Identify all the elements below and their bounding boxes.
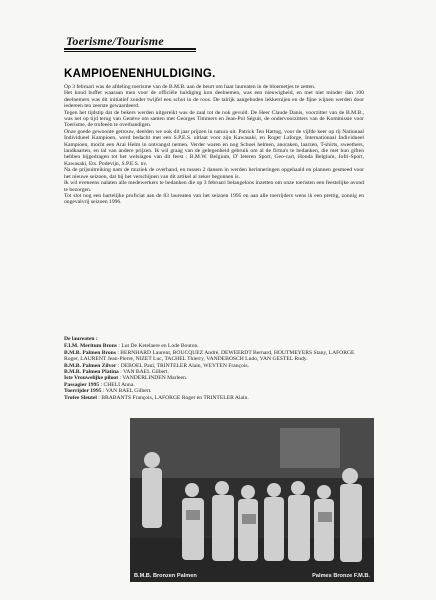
article-title: KAMPIOENENHULDIGING. <box>64 68 216 80</box>
award-label: B.M.B. Palmen Platina <box>64 369 119 376</box>
group-photo <box>130 418 374 582</box>
laureates-heading: De laureaten : <box>64 336 98 342</box>
award-label: Passagier 1995 <box>64 381 100 388</box>
article-body <box>64 84 364 206</box>
laureate-row <box>64 395 364 401</box>
laureates-list <box>64 336 364 401</box>
award-names: : BRABANTS François, LAFORGE Roger en TRINTELER Alain. <box>98 394 249 401</box>
paragraph: Op 3 februari was de afdeling toerisme van de B.M.B. aan de beurt om haar laureaten in de bloemetjes te zetten. <box>64 84 316 90</box>
award-label: B.M.B. Palmen Brons <box>64 349 116 356</box>
award-names: : CHELI Anna. <box>100 381 135 388</box>
award-names: : Lut De Ketelaere en Lode Bouton. <box>118 343 199 350</box>
award-label: Trofee Sleutel <box>64 394 97 401</box>
header-rule <box>64 48 196 50</box>
award-names: : BERNHARD Laurent, BOUCQUEZ André, DEWEERDT Bernard, HOUTMEYERS Stany, LAFORGE Roger, LAURENT Jean-Pierre, NIZET Luc, TACHEL Thierry, VANDEBOSCH Ludo, VAN GESTEL Rudy. <box>64 349 355 363</box>
paragraph: Onze goede gewoonte getrouw, deelden we ook dit jaar prijzen in natura uit. Patrick Ten Hartog, voor de vijfde keer op rij Nationaal Individueel Kampioen, werd bedacht met een S.P.E.S. uitlaat voor zijn Kawasaki, en Roger Laforge, Internationaal Individueel Kampioen, mocht een Arai Helm in ontvangst nemen. Verder waren en nog Schoei helmen, anoraken, laarzen, T-shirts, sweethers, landkaarten, en tal van andere prijzen. Ik wil graag van de gelegenheid gebruik om al de firma's te bedanken, die met hun giften hebben bijgedragen tot het welslagen van dit feest : B.M.W. Belgium, D' Ieteren Sport, Geo-cart, Honda Belgium, Jofri-Sport, Kawasaki, Ets. Podevijn, S.P.E.S. nv. <box>64 128 364 167</box>
award-label: B.M.B. Palmen Zilver <box>64 362 117 369</box>
paragraph: Ik wil eveneens nalaten alle medewerkers te bedanken die op 3 februari belangeloos inzetten om onze toeristen een feestelijke avond te bezorgen. <box>64 180 364 193</box>
award-names: : VAN BAEL Gilbert. <box>120 369 169 376</box>
award-label: F.I.M. Meritum Brons <box>64 343 117 350</box>
paragraph: Het koud buffet waaraan men voor de officiële huldiging kon deelnemen, was een nieuwigheid, en met niet minder dan 100 deelnemers was dit initiatief zonder twijfel een schot in de roos. De talrijk aangeboden lekkernijen en de fijne wijnen werden door iedereen ten zeerste gewaardeerd. <box>64 90 364 110</box>
award-label: Toerrijder 1995 <box>64 388 102 395</box>
award-names: : DEBOEL Paul, TRINTELER Alain, WEYTEN François. <box>117 362 249 369</box>
paragraph: Tot slot nog een hartelijke proficiat aan de 83 laureaten van het seizoen 1995 en aan alle toerrijders wens ik een prettig, zonnig en ongevalvrij seizoen 1996. <box>64 192 364 206</box>
paragraph: Tegen het tijdstip dat de bekers werden uitgereikt was de zaal tot de nok gevuld. De Heer Claude Danis, voorzitter van de B.M.B., was net op tijd terug van Genève om samen met Georges Timmers en Jean-Pol Séguit, de ondervoorzitters van de Kommissie voor Toerisme, de trofeeën te overhandigen. <box>64 109 364 129</box>
photo-caption-left: B.M.B. Bronzen Palmen <box>134 573 197 579</box>
award-label: Iste Vrouwelijke piloot <box>64 375 119 382</box>
photo-caption-right: Palmes Bronze F.M.B. <box>312 573 370 579</box>
section-header: Toerisme/Tourisme <box>66 34 164 48</box>
photo-illustration <box>130 418 374 582</box>
award-names: : VANDERLINDEN Marleen. <box>119 375 188 382</box>
laureate-row <box>64 350 364 363</box>
header-rule-thin <box>64 51 196 52</box>
award-names: : VAN BAEL Gilbert. <box>102 388 152 395</box>
paragraph: Na de prijsuitreiking nam de muziek de overhand, en tussen 2 dansen in werden herinneringen opgehaald en plannen gesmeed voor het nieuwe seizoen, dat bij het verschijnen van dit artikel al zeker begonnen is. <box>64 167 364 180</box>
